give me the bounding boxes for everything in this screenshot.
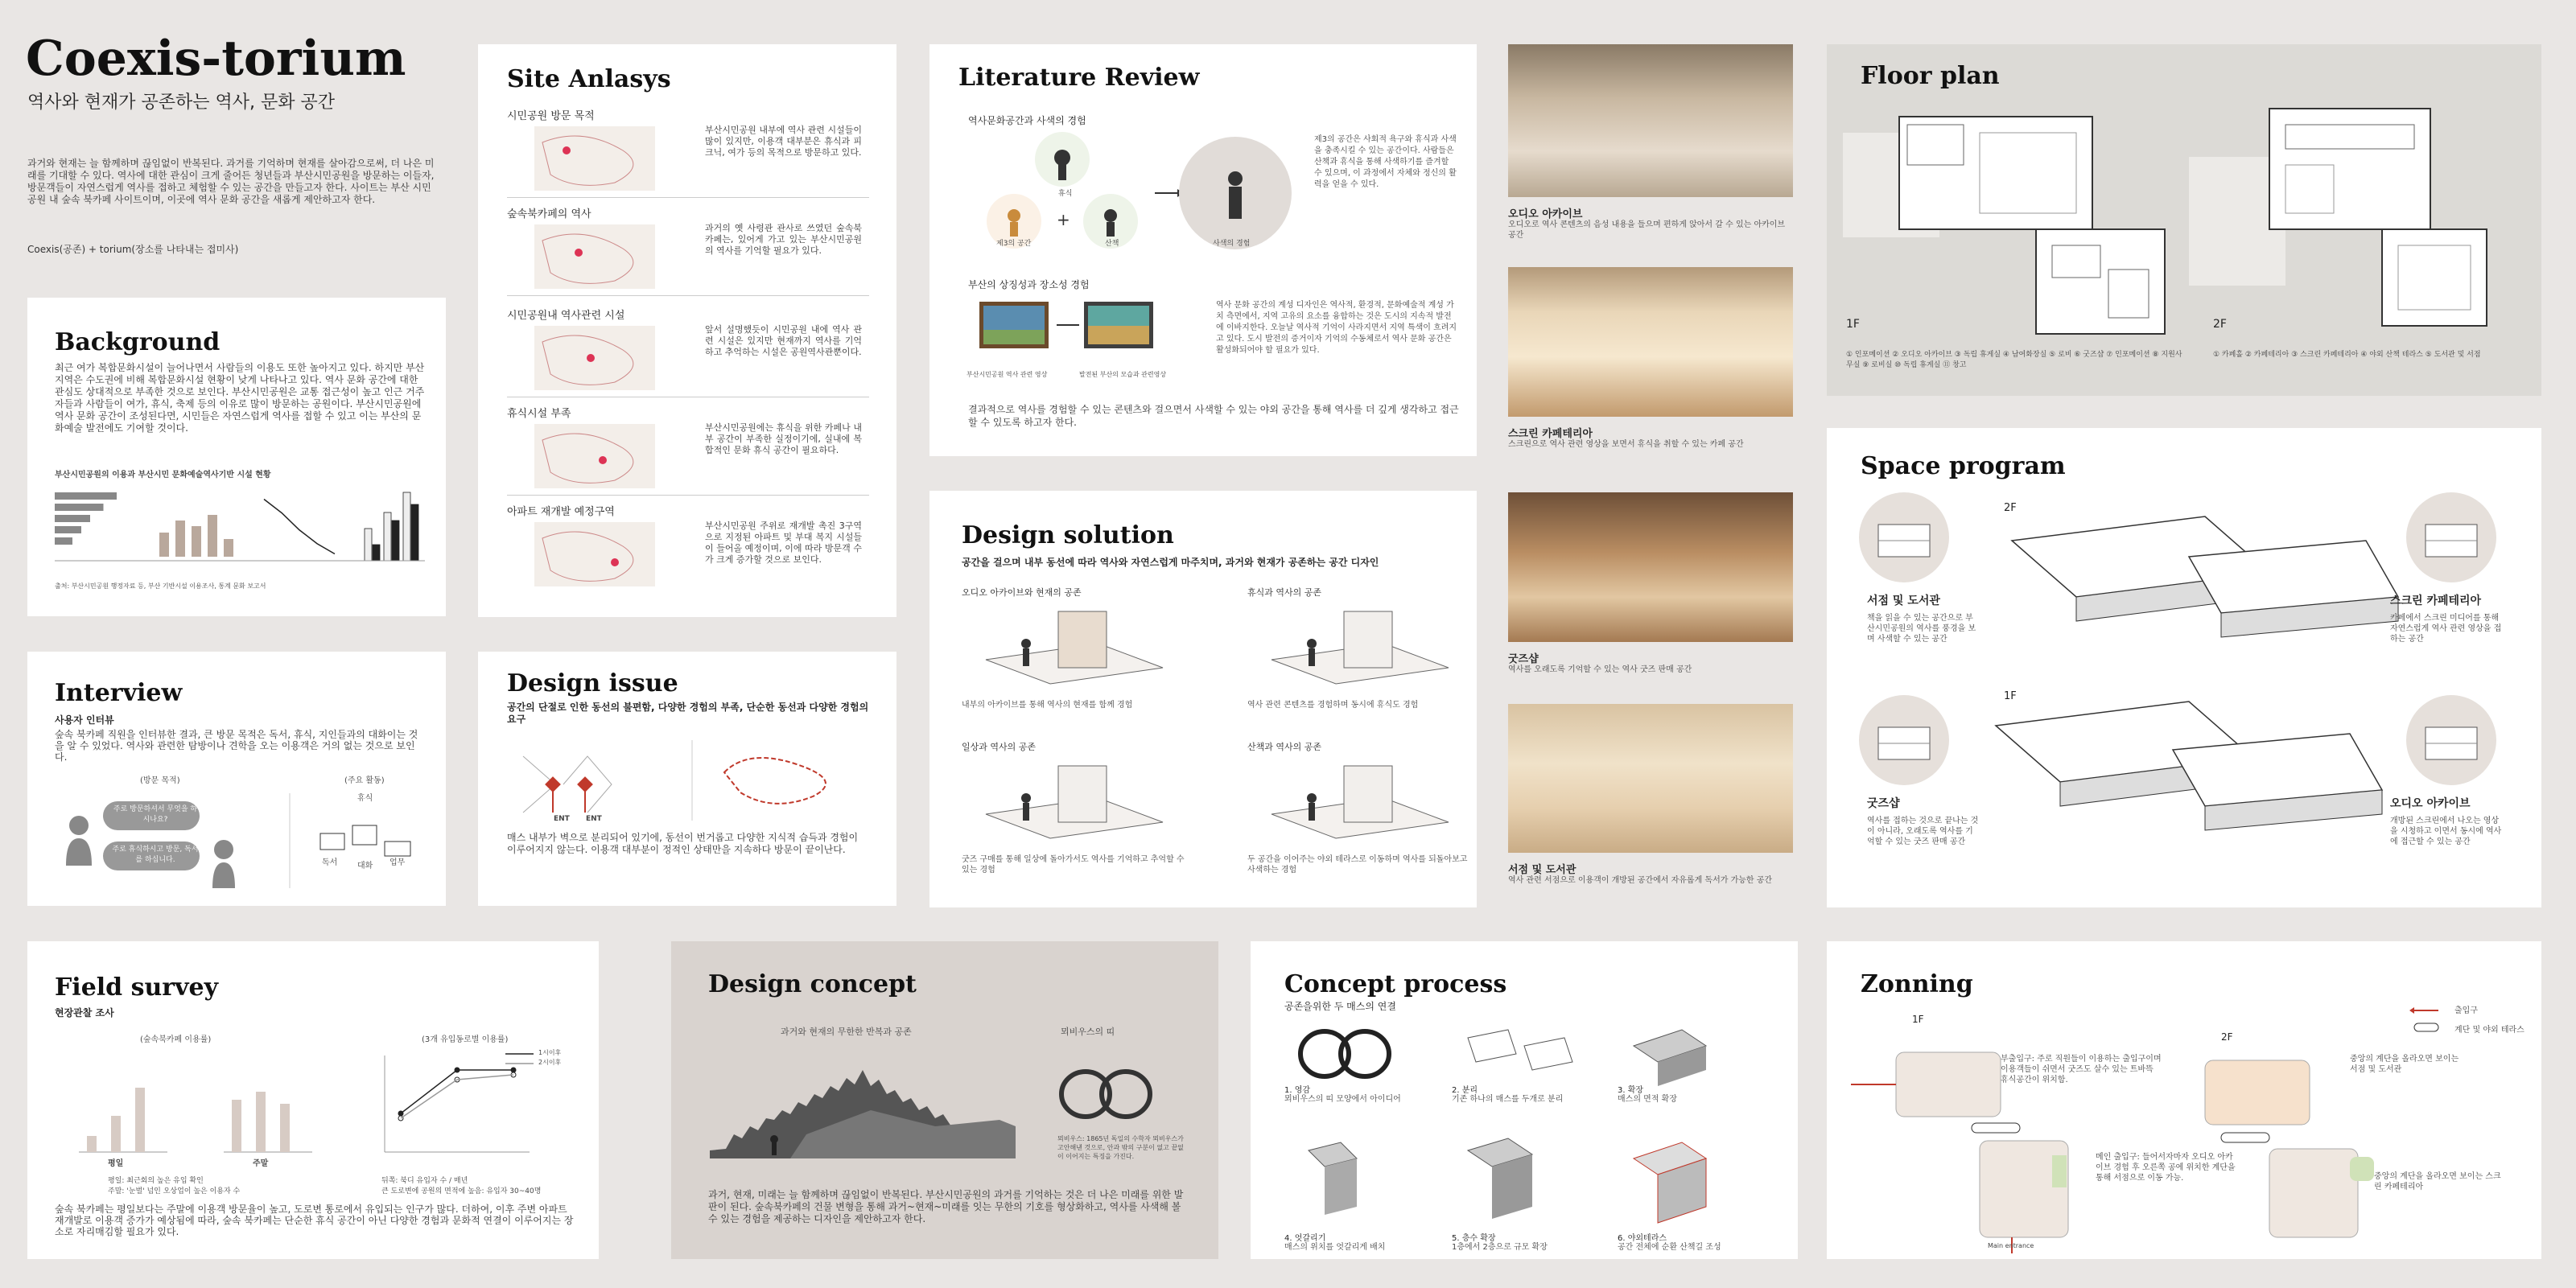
process-title: Concept process: [1284, 970, 1507, 998]
space-title: Space program: [1861, 452, 2066, 480]
field-charts: [55, 1047, 578, 1168]
solution-item-label: 일상과 역사의 공존: [962, 742, 1037, 752]
mobius-icon: [1057, 1062, 1154, 1126]
floor-legend-1: ① 인포메이션 ② 오디오 아카이브 ③ 독립 휴게실 ④ 남여화장실 ⑤ 로비 ⑥ 굿즈샵 ⑦ 인포메이션 ⑧ 지원사무실 ⑨ 로비실 ⑩ 독립 휴게실 ⑪ 창고: [1846, 351, 2182, 369]
main-activity-label: (주요 활동): [344, 776, 385, 785]
space-item-text: 책을 읽을 수 있는 공간으로 부산시민공원의 역사를 풍경을 보며 사색할 수 있는 공간: [1867, 614, 1976, 644]
project-title: Coexis-torium: [26, 31, 406, 87]
render-photo: [1508, 492, 1793, 642]
process-step-text: 1층에서 2층으로 규모 확장: [1452, 1243, 1548, 1252]
photo-desc: 스크린으로 역사 관련 영상을 보면서 휴식을 취할 수 있는 카페 공간: [1508, 440, 1744, 449]
zoning-panel: [1827, 941, 2541, 1259]
issue-sub: 공간의 단절로 인한 동선의 불편함, 다양한 경험의 부족, 단순한 동선과 다양한 경험의 요구: [507, 702, 869, 725]
site-analysis-panel: [478, 44, 896, 617]
zoning-2f: 2F: [2221, 1031, 2233, 1043]
circle-rest: 휴식: [1058, 190, 1073, 198]
process-shape: [1292, 1134, 1421, 1223]
site-map: [534, 126, 655, 191]
interview-title: Interview: [55, 679, 183, 707]
lit-text1: 제3의 공간은 사회적 욕구와 휴식과 사색을 충족시킬 수 있는 공간이다. 사람들은 산책과 휴식을 통해 사색하기를 즐겨할 수 있으며, 이 과정에서 자체와 정신의 활력을 얻을 수 있다.: [1314, 135, 1457, 189]
bar: [256, 1092, 266, 1152]
axonometric-drawing: [1964, 508, 2414, 895]
literature-title: Literature Review: [958, 64, 1200, 92]
space-item-text: 개방된 스크린에서 나오는 영상을 시청하고 이면서 동시에 역사에 접근할 수 있는 공간: [2390, 817, 2502, 846]
site-map: [534, 424, 655, 488]
design-concept-panel: [671, 941, 1218, 1259]
bar: [208, 515, 217, 557]
svg-text:+: +: [1057, 210, 1070, 229]
bar: [280, 1104, 290, 1152]
ent-label-1: ENT: [554, 815, 570, 823]
site-item-label: 시민공원 방문 목적: [507, 110, 595, 122]
field-note2: 뒤쪽: 북디 유입자 수 / 매년 큰 도로변에 공원의 면적에 높음: 유입자 30~40명: [381, 1177, 542, 1195]
site-title: Site Anlasys: [507, 65, 671, 93]
floor-legend-2: ① 카페홀 ② 카페테리아 ③ 스크린 카페테리아 ④ 야외 산책 테라스 ⑤ 도서관 및 서점: [2213, 351, 2481, 359]
process-step-text: 매스의 위치를 엇갈리게 배치: [1284, 1243, 1386, 1252]
process-step-name: 6. 야외테라스: [1618, 1234, 1667, 1243]
process-step-name: 5. 층수 확장: [1452, 1234, 1496, 1243]
field-chart2-title: (3개 유입동로별 이용률): [422, 1035, 509, 1044]
legend-after2: 2시이후: [538, 1059, 562, 1066]
circle-contemplation: 사색의 경험: [1213, 240, 1251, 248]
space-item-name: 서점 및 도서관: [1867, 595, 1940, 607]
floor-1f-label: 1F: [1846, 318, 1860, 331]
literature-panel: [929, 44, 1477, 456]
floor-title: Floor plan: [1861, 62, 2000, 90]
zoning-text-2: 메인 출입구: 들어서자마자 오디오 아카이브 경험 후 오른쪽 공에 위치한 계단을 통해 서점으로 이동 가능.: [2096, 1153, 2236, 1183]
lit-sub2: 부산의 상징성과 장소성 경험: [968, 279, 1090, 290]
space-item-name: 굿즈샵: [1867, 797, 1900, 810]
circle-walk: 산책: [1105, 240, 1119, 248]
site-item-label: 휴식시설 부족: [507, 408, 571, 420]
issue-text: 매스 내부가 벽으로 분리되어 있기에, 동선이 번거롭고 다양한 지식적 습득과 경험이 이루어지지 않는다. 이용객 대부분이 정적인 상태만을 지속하다 방문이 끝이난다.: [507, 832, 859, 855]
chart-source: 출처: 부산시민공원 행정자료 등, 부산 기반시설 이용조사, 통계 문화 보고서: [55, 582, 266, 590]
bar: [135, 1088, 145, 1152]
issue-diagram: [507, 740, 869, 821]
lit-text3: 결과적으로 역사를 경험할 수 있는 콘텐츠와 걸으면서 사색할 수 있는 야외 공간을 통해 역사를 더 깊게 생각하고 접근할 수 있도록 하고자 한다.: [968, 404, 1459, 428]
mobius-desc: 뫼비우스: 1865년 독일의 수학자 뫼비우스가 고안해낸 것으로, 안과 밖의 구분이 없고 끝없이 이어지는 특징을 가진다.: [1057, 1135, 1184, 1160]
space-1f-label: 1F: [2004, 690, 2017, 702]
bar: [55, 515, 90, 522]
issue-title: Design issue: [507, 669, 678, 697]
lit-text2: 역사 문화 공간의 계성 디자인은 역사적, 환경적, 문화예술적 계성 가치 측면에서, 지역 고유의 요소를 융합하는 것은 도시의 지속적 발전에 이바지한다. 오늘날 역사적 기억이 사라지면서 지역 특색이 흐려지고 있다. 도시 발전의 증거이자 기억의 수동체로서 역사 문화 공간은 활성화되어야 할 필요가 있다.: [1216, 301, 1457, 355]
bar: [111, 1116, 121, 1152]
site-map: [534, 326, 655, 390]
project-etymology: Coexis(공존) + torium(장소를 나타내는 접미사): [27, 244, 239, 255]
process-step-text: 뫼비우스의 띠 모양에서 아이디어: [1284, 1095, 1401, 1104]
zoning-1f: 1F: [1912, 1014, 1924, 1025]
process-step-text: 매스의 면적 확장: [1618, 1095, 1677, 1104]
site-map: [534, 522, 655, 586]
photo-title: 서점 및 도서관: [1508, 864, 1577, 876]
bar: [87, 1136, 97, 1152]
site-divider: [507, 197, 869, 198]
site-item-label: 아파트 재개발 예정구역: [507, 506, 615, 518]
process-step-name: 1. 영감: [1284, 1086, 1311, 1095]
render-photo: [1508, 267, 1793, 417]
interview-panel: [27, 652, 446, 906]
zoning-legend-entrance: 출입구: [2454, 1006, 2478, 1015]
photo-title: 오디오 아카이브: [1508, 208, 1583, 220]
interview-sub: 사용자 인터뷰: [55, 714, 114, 726]
bar: [392, 521, 399, 561]
activity-rest: 휴식: [357, 794, 373, 803]
space-program-panel: [1827, 428, 2541, 907]
bar: [192, 526, 201, 557]
weekday-label: 평일: [108, 1159, 124, 1168]
weekend-label: 주말: [253, 1159, 269, 1168]
lit-sub1: 역사문화공간과 사색의 경험: [968, 115, 1086, 126]
bar: [403, 492, 410, 561]
photo-title: 스크린 카페테리아: [1508, 428, 1593, 440]
bar: [55, 537, 72, 545]
space-circle-thumb: [1859, 695, 1949, 785]
activity-work: 업무: [389, 858, 406, 867]
photo-title: 굿즈샵: [1508, 653, 1539, 665]
bar: [373, 545, 380, 561]
background-panel: [27, 298, 446, 616]
lit-circles: [978, 129, 1300, 257]
photo-desc: 오디오로 역사 콘텐츠의 음성 내용을 들으며 편하게 앉아서 갈 수 있는 아카이브 공간: [1508, 220, 1786, 240]
concept-title: Design concept: [708, 970, 917, 998]
solution-item-text: 내부의 아카이브를 통해 역사의 현재를 함께 경험: [962, 701, 1133, 710]
solution-drawing: [1263, 603, 1457, 692]
field-chart1-title: (숲속북카페 이용률): [140, 1035, 212, 1044]
activity-talk: 대화: [357, 862, 373, 870]
solution-item-text: 두 공간을 이어주는 야외 테라스로 이동하며 역사를 되돌아보고 사색하는 경험: [1247, 855, 1468, 874]
site-item-text: 부산시민공원에는 휴식을 위한 카페나 내부 공간이 부족한 실정이기에, 실내에 복합적인 문화 휴식 공간이 필요하다.: [705, 422, 862, 455]
person-icon: [69, 816, 89, 835]
site-divider: [507, 495, 869, 496]
bar: [224, 539, 233, 557]
site-item-text: 과거의 옛 사령관 관사로 쓰였던 숲속북카페는, 있어게 가고 있는 부산시민공원의 역사를 기억할 필요가 있다.: [705, 223, 862, 256]
process-shape: [1460, 1134, 1589, 1223]
solution-drawing: [978, 603, 1171, 692]
render-photo: [1508, 704, 1793, 853]
solution-sub: 공간을 걸으며 내부 동선에 따라 역사와 자연스럽게 마주치며, 과거와 현재가 공존하는 공간 디자인: [962, 557, 1379, 568]
process-step-name: 2. 분리: [1452, 1086, 1478, 1095]
site-item-label: 숲속북카페의 역사: [507, 208, 591, 220]
city-skyline: [710, 1062, 1016, 1167]
field-title: Field survey: [55, 973, 219, 1002]
bar: [232, 1100, 241, 1152]
space-2f-label: 2F: [2004, 502, 2017, 514]
bar: [175, 521, 185, 557]
solution-item-label: 산책과 역사의 공존: [1247, 742, 1322, 752]
render-photo: [1508, 44, 1793, 197]
chart-caption: 부산시민공원의 이용과 부산시민 문화예술역사기반 시설 현황: [55, 471, 271, 479]
floor-plan-panel: [1827, 44, 2541, 396]
circle-third-space: 제3의 공간: [996, 240, 1032, 248]
line-series: [264, 500, 335, 554]
zoning-legend-stairs: 계단 및 야외 테라스: [2454, 1026, 2524, 1035]
space-circle-thumb: [2406, 492, 2496, 582]
bar: [384, 512, 391, 561]
project-subtitle: 역사와 현재가 공존하는 역사, 문화 공간: [27, 93, 335, 113]
zoning-text-3: 중앙의 계단을 올라오면 보이는 서점 및 도서관: [2350, 1055, 2459, 1074]
field-sub: 현장관찰 조사: [55, 1007, 114, 1018]
visit-purpose-label: (방문 목적): [140, 776, 180, 785]
bar: [55, 504, 104, 511]
photo-desc: 역사 관련 서점으로 이용객이 개방된 공간에서 자유롭게 독서가 가능한 공간: [1508, 876, 1773, 885]
zoning-main-entrance: Main entrance: [1988, 1242, 2034, 1249]
activity-reading: 독서: [322, 858, 338, 867]
lit-artworks: [979, 302, 1173, 358]
solution-drawing: [978, 758, 1171, 846]
space-item-name: 오디오 아카이브: [2390, 797, 2471, 810]
bubble-answer: 주로 휴식하시고 방문, 독서를 하십니다.: [112, 846, 199, 864]
solution-drawing: [1263, 758, 1457, 846]
bar: [411, 504, 418, 561]
background-body: 최근 여가 복합문화시설이 늘어나면서 사람들의 이용도 또한 높아지고 있다. 하지만 부산 지역은 수도권에 비해 복합문화시설 현황이 낮게 나타나고 있다. 역사 문화 공간에 대한 관심도 상대적으로 부족한 것으로 보인다. 부산시민공원은 교통 접근성이 높고 인근 거주자들과 사람들이 여가, 휴식, 축제 등의 이유로 많이 방문하는 공원이다. 부산시민공원에 역사 문화 공간이 조성된다면, 시민들은 자연스럽게 역사를 접할 수 있고 이는 부산의 문화예술 발전에도 기여할 것이다.: [55, 362, 425, 434]
process-step-text: 공간 전체에 순환 산책길 조성: [1618, 1243, 1721, 1252]
field-note1: 평일: 최근회의 높은 유입 확인 주말: '눈벌' 넘인 오상업이 높은 이용자 수: [108, 1177, 241, 1195]
ent-label-2: ENT: [586, 815, 602, 823]
space-item-name: 스크린 카페테리아: [2390, 595, 2482, 607]
concept-label-2: 뫼비우스의 띠: [1061, 1027, 1115, 1037]
site-item-text: 앞서 설명했듯이 시민공원 내에 역사 관련 시설은 있지만 현재까지 역사를 기억하고 추억하는 시설은 공원역사관뿐이다.: [705, 324, 862, 357]
floor-2f-label: 2F: [2213, 318, 2227, 331]
site-item-text: 부산시민공원 주위로 재개발 촉진 3구역으로 지정된 아파트 및 부대 복지 시설들이 들어올 예정이며, 이에 따라 방문객 수가 크게 증가할 것으로 보인다.: [705, 521, 862, 565]
process-sub: 공존을위한 두 매스의 연결: [1284, 1001, 1396, 1012]
photo-desc: 역사를 오래도록 기억할 수 있는 역사 굿즈 판매 공간: [1508, 665, 1692, 674]
site-map: [534, 224, 655, 289]
art-label-2: 발전된 부산의 모습과 관련영상: [1079, 371, 1167, 378]
bar: [55, 526, 81, 533]
bar: [55, 492, 117, 500]
legend-after1: 1시이후: [538, 1049, 562, 1056]
concept-text: 과거, 현재, 미래는 늘 함께하며 끊임없이 반복된다. 부산시민공원의 과거를 기억하는 것은 더 나은 미래를 위한 발판이 된다. 숲속북카페의 건물 변형을 통해 과거~현재~미래를 잇는 무한의 기호를 형상화하고, 역사를 사색해 볼 수 있는 경험을 제공하는 디자인을 제안하고자 한다.: [708, 1189, 1184, 1224]
zoning-text-1: 부출입구: 주로 직원들이 이용하는 출입구이며 이용객들이 쉬면서 굿즈도 살수 있는 트바뜩 휴식공간이 위치함.: [2001, 1055, 2162, 1084]
background-charts: [55, 484, 425, 573]
bar: [365, 529, 372, 561]
solution-title: Design solution: [962, 521, 1174, 549]
space-item-text: 역사를 접하는 것으로 끝나는 것이 아니라, 오래도록 역사를 기억할 수 있는 굿즈 판매 공간: [1867, 817, 1979, 846]
solution-item-label: 오디오 아카이브와 현재의 공존: [962, 587, 1082, 598]
space-circle-thumb: [2406, 695, 2496, 785]
site-divider: [507, 295, 869, 296]
floor-plan-drawing: [1835, 109, 2527, 374]
field-text: 숲속 북카페는 평일보다는 주말에 이용객 방문율이 높고, 도로변 통로에서 유입되는 인구가 많다. 더하여, 이후 주변 아파트 재개발로 이용객 증가가 예상됨에 따라, 숲속 북카페는 단순한 휴식 공간이 아닌 다양한 경험과 문화적 연결이 이루어지는 장소로 자리매김할 필요가 있다.: [55, 1204, 574, 1237]
concept-process-panel: [1251, 941, 1798, 1259]
site-item-label: 시민공원내 역사관련 시설: [507, 310, 625, 322]
art-label-1: 부산시민공원 역사 관련 영상: [967, 371, 1048, 378]
process-step-name: 4. 엇갈리기: [1284, 1234, 1326, 1243]
project-intro: 과거와 현재는 늘 함께하며 끊임없이 반복된다. 과거를 기억하며 현재를 살아감으로써, 더 나은 미래를 기대할 수 있다. 역사에 대한 관심이 크게 줄어든 청년들과 부산시민공원을 방문하는 이들자, 방문객들이 자연스럽게 역사를 접하고 체험할 수 있는 공간을 만들고자 한다. 사이트는 부산 시민 공원 내 숲속 북카페 사이트이며, 이곳에 역사 문화 공간을 새롭게 제안하고자 한다.: [27, 158, 435, 205]
design-solution-panel: [929, 491, 1477, 907]
bubble-question: 주로 방문하셔서 무엇을 하시나요?: [113, 805, 198, 824]
process-step-text: 기존 하나의 매스를 두개로 분리: [1452, 1095, 1564, 1104]
concept-label-1: 과거와 현재의 무한한 반복과 공존: [781, 1027, 912, 1037]
interview-text: 숲속 북카페 직원을 인터뷰한 결과, 큰 방문 목적은 독서, 휴식, 지인들과의 대화이는 것을 알 수 있었다. 역사와 관련한 탐방이나 견학을 오는 이용객은 거의 없는 것으로 보인다.: [55, 729, 418, 763]
background-title: Background: [55, 328, 221, 356]
solution-item-text: 역사 관련 콘텐츠를 경험하며 동시에 휴식도 경험: [1247, 701, 1419, 710]
zoning-title: Zonning: [1861, 970, 1973, 998]
site-item-text: 부산시민공원 내부에 역사 관련 시설들이 많이 있지만, 이용객 대부분은 휴식과 피크닉, 여가 등의 목적으로 방문하고 있다.: [705, 125, 862, 158]
space-circle-thumb: [1859, 492, 1949, 582]
field-survey-panel: [27, 941, 599, 1259]
solution-item-text: 굿즈 구매를 통해 일상에 돌아가서도 역사를 기억하고 추억할 수 있는 경험: [962, 855, 1185, 874]
design-issue-panel: [478, 652, 896, 906]
zoning-text-4: 중앙의 계단을 올라오면 보이는 스크린 카페테리아: [2374, 1172, 2501, 1191]
space-item-text: 카페에서 스크린 미디어를 통해 자연스럽게 역사 관련 영상을 접하는 공간: [2390, 614, 2502, 644]
solution-item-label: 휴식과 역사의 공존: [1247, 587, 1322, 598]
process-shape: [1626, 1134, 1754, 1223]
process-step-name: 3. 확장: [1618, 1086, 1644, 1095]
bar: [159, 533, 169, 557]
